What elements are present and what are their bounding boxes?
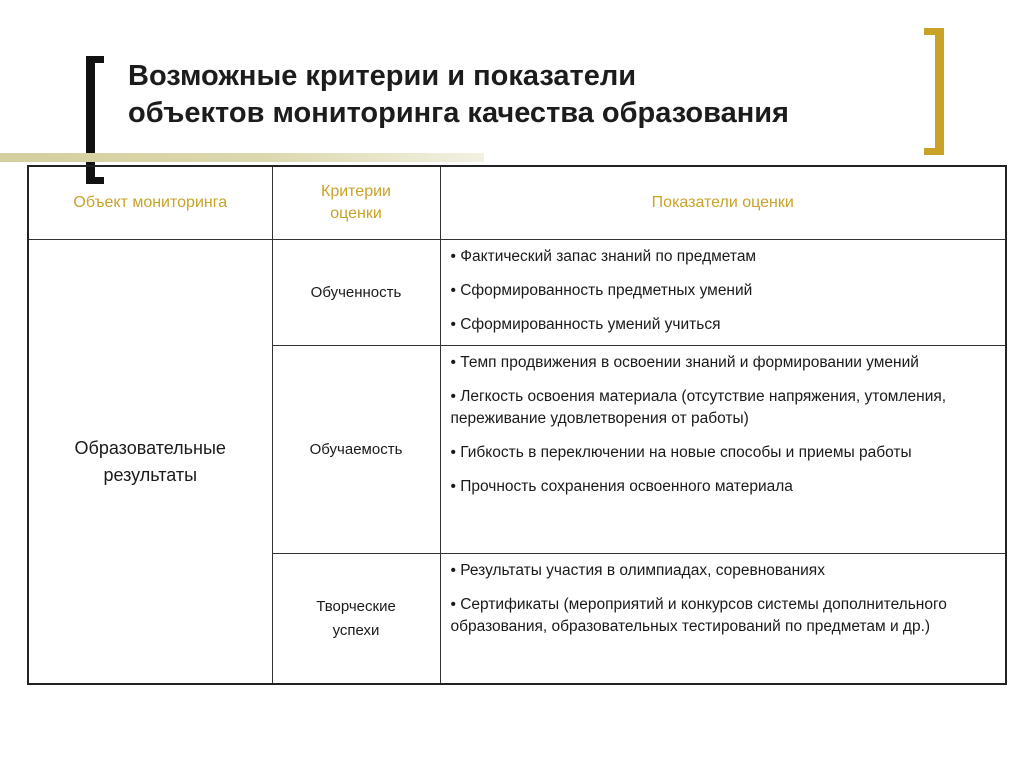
criterion-label: Творческие успехи [316,597,396,639]
right-bracket-decoration [924,28,944,155]
object-cell [28,240,272,684]
criterion-label: Обученность [310,283,402,301]
slide-title-line-2: объектов мониторинга качества образования [128,97,789,129]
indicator-item: • Прочность сохранения освоенного материала [451,476,994,498]
header-indicators: Показатели оценки [440,166,1006,240]
table-header-row [28,166,1006,240]
criteria-table [27,165,1007,685]
criterion-cell [272,240,440,346]
indicators-cell [440,554,1006,684]
indicator-item: • Темп продвижения в освоении знаний и формировании умений [451,352,994,374]
indicator-list [451,246,994,336]
accent-bar [0,153,484,162]
indicator-item: • Сертификаты (мероприятий и конкурсов системы дополнительного образования, образовательных тестирований по предметам и др.) [451,594,994,638]
slide-title [128,58,918,132]
indicator-list [451,560,994,638]
criterion-cell [272,554,440,684]
indicator-item: • Сформированность умений учиться [451,314,994,336]
criterion-cell [272,346,440,554]
indicator-item: • Легкость освоения материала (отсутствие напряжения, утомления, переживание удовлетворения от работы) [451,386,994,430]
header-criteria: Критерии оценки [272,166,440,240]
indicator-item: • Фактический запас знаний по предметам [451,246,994,268]
slide-title-line-1: Возможные критерии и показатели [128,60,637,92]
header-object: Объект мониторинга [28,166,272,240]
indicator-item: • Сформированность предметных умений [451,280,994,302]
indicators-cell [440,240,1006,346]
object-label: Образовательные результаты [74,437,226,485]
indicator-list [451,352,994,498]
table-row [28,240,1006,346]
indicator-item: • Результаты участия в олимпиадах, соревнованиях [451,560,994,582]
criterion-label: Обучаемость [309,440,403,458]
indicators-cell [440,346,1006,554]
indicator-item: • Гибкость в переключении на новые способы и приемы работы [451,442,994,464]
